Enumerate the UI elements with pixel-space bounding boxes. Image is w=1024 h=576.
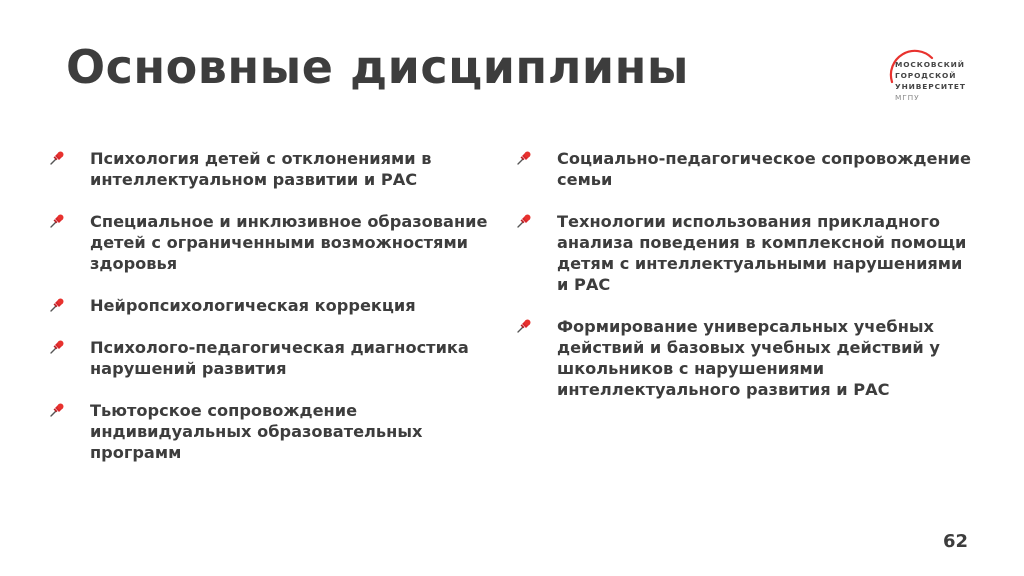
right-discipline-list [515, 148, 975, 421]
list-item [48, 337, 493, 379]
list-item [48, 400, 493, 463]
pushpin-icon [48, 296, 66, 314]
pushpin-icon [515, 317, 533, 335]
list-item [48, 148, 493, 190]
list-item [48, 211, 493, 274]
item-text: Социально-педагогическое сопровождение семьи [557, 149, 971, 189]
pushpin-icon [515, 212, 533, 230]
list-item [48, 295, 493, 316]
logo-line-2: ГОРОДСКОЙ [895, 71, 957, 80]
list-item [515, 211, 975, 295]
page-number: 62 [942, 531, 968, 552]
pushpin-icon [48, 149, 66, 167]
logo-text [895, 59, 966, 103]
item-text: Нейропсихологическая коррекция [90, 296, 416, 315]
item-text: Психолого-педагогическая диагностика нарушений развития [90, 338, 469, 378]
item-text: Технологии использования прикладного анализа поведения в комплексной помощи детям с интеллектуальными нарушениями и РАС [557, 212, 967, 294]
pushpin-icon [48, 401, 66, 419]
item-text: Тьюторское сопровождение индивидуальных образовательных программ [90, 401, 423, 462]
item-text: Формирование универсальных учебных действий и базовых учебных действий у школьников с нарушениями интеллектуального развития и РАС [557, 317, 940, 399]
pushpin-icon [48, 338, 66, 356]
slide-title: Основные дисциплины [66, 40, 690, 94]
item-text: Специальное и инклюзивное образование детей с ограниченными возможностями здоровья [90, 212, 488, 273]
pushpin-icon [48, 212, 66, 230]
pushpin-icon [515, 149, 533, 167]
list-item [515, 148, 975, 190]
logo-line-3: УНИВЕРСИТЕТ [895, 82, 966, 91]
item-text: Психология детей с отклонениями в интеллектуальном развитии и РАС [90, 149, 432, 189]
logo-line-1: МОСКОВСКИЙ [895, 60, 965, 69]
logo-abbr: МГПУ [895, 93, 920, 102]
university-logo [882, 44, 982, 108]
left-discipline-list [48, 148, 493, 484]
list-item [515, 316, 975, 400]
